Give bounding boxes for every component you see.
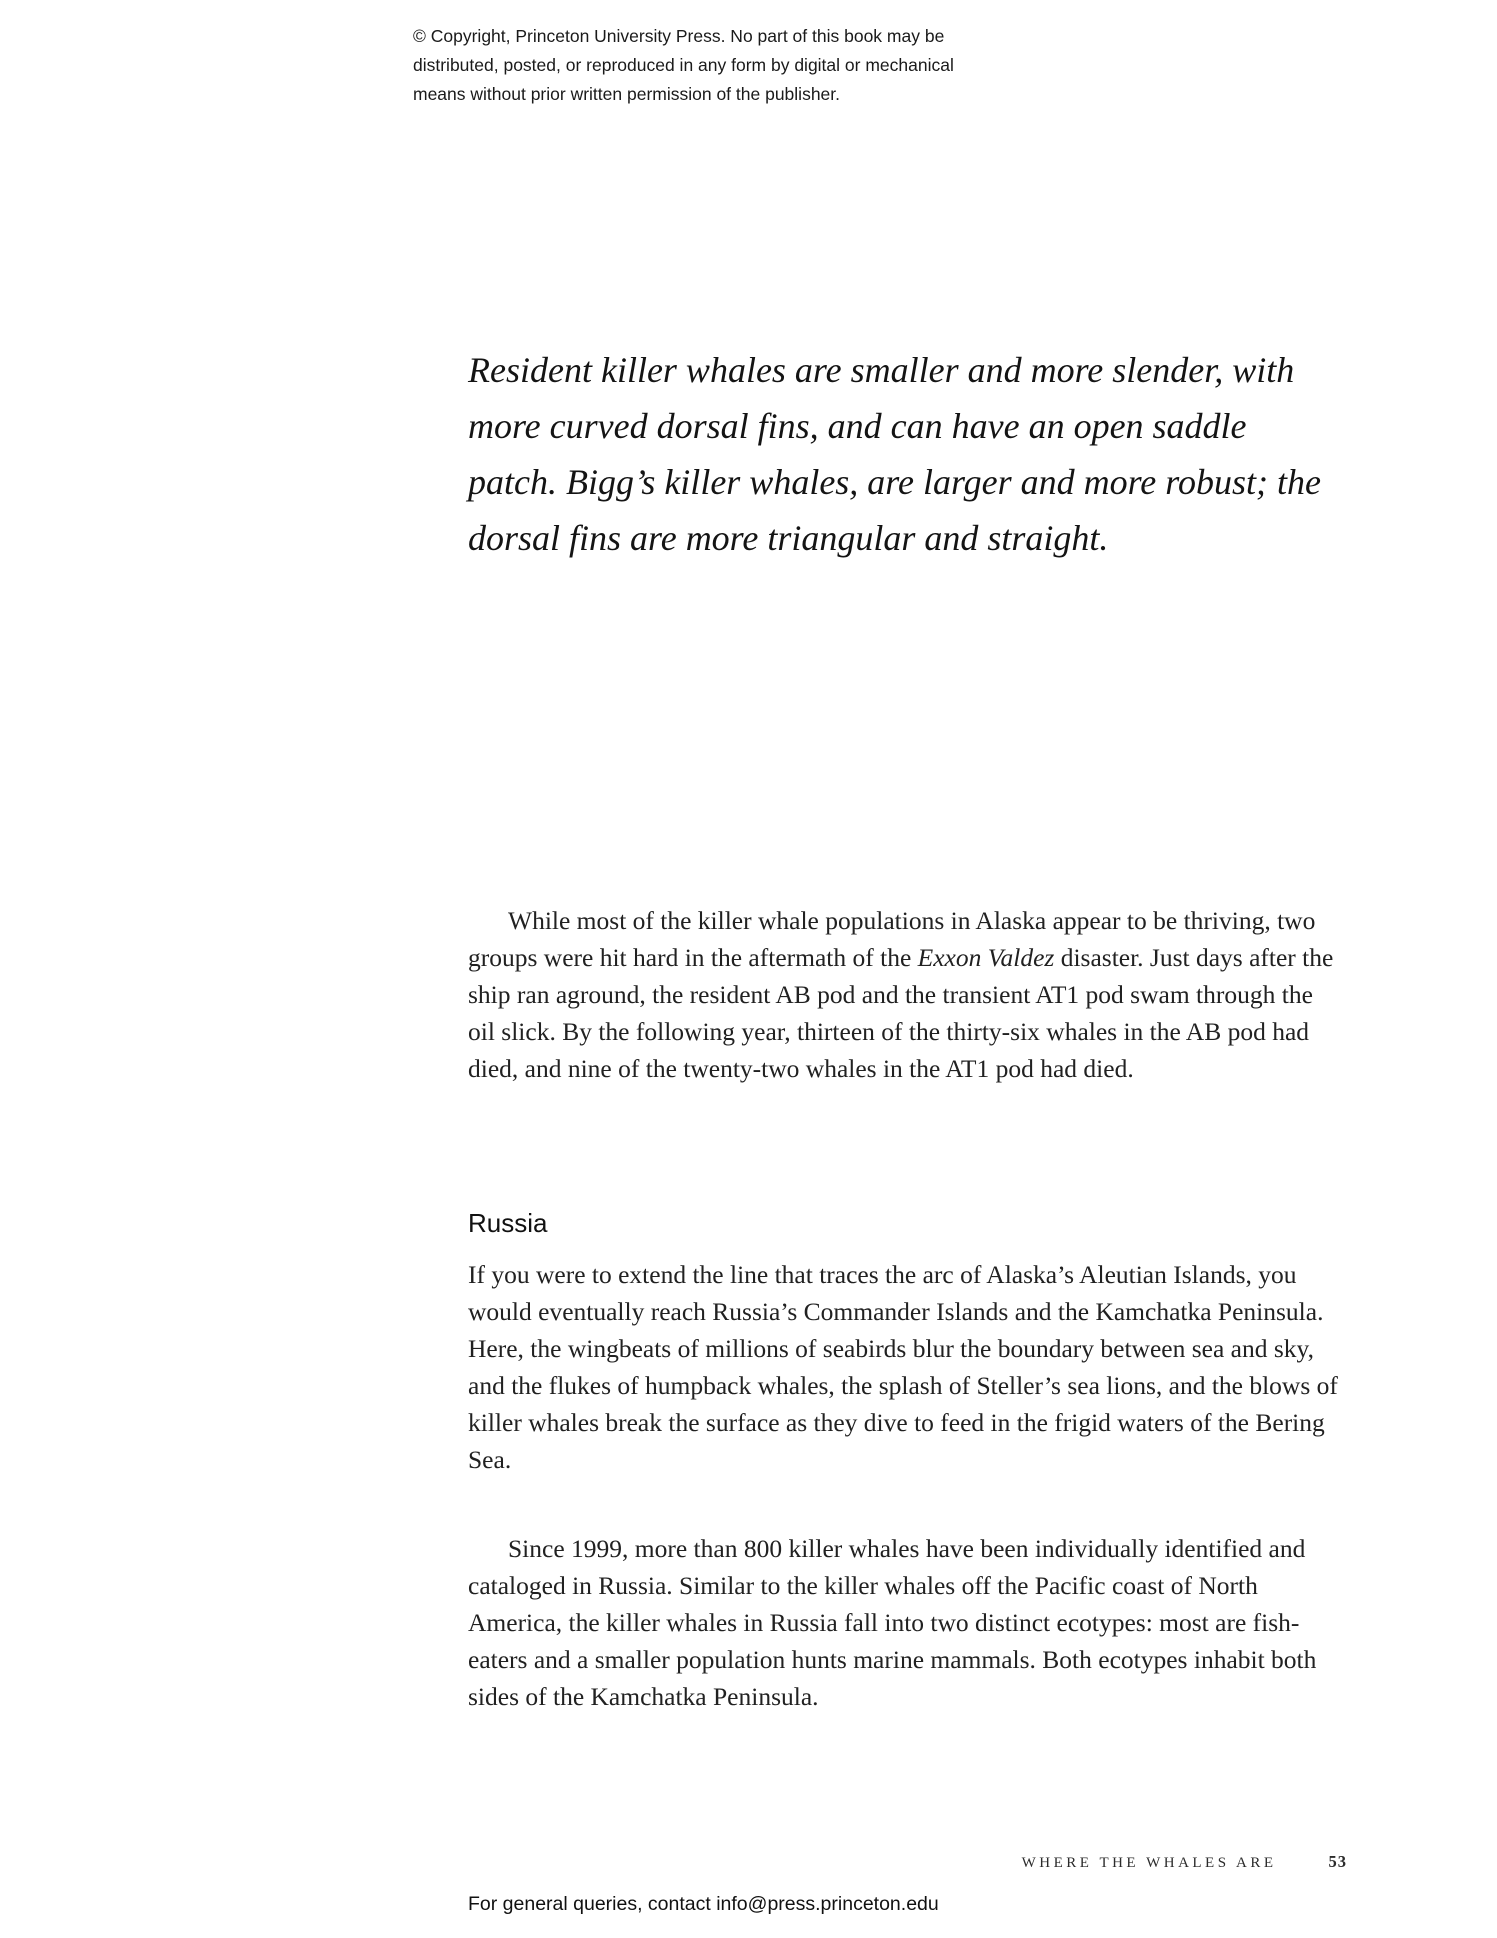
page-footer [1022,1852,1347,1872]
page-number: 53 [1328,1852,1347,1871]
section-heading-russia: Russia [468,1208,548,1238]
copyright-line: distributed, posted, or reproduced in any form by digital or mechanical [413,55,954,75]
copyright-line: means without prior written permission of the publisher. [413,84,841,104]
paragraph-russia-census: Since 1999, more than 800 killer whales have been individually identified and cataloged in Russia. Similar to the killer whales off the Pacific coast of North America, the killer whales in Russia fall into two distinct ecotypes: most are fish-eaters and a smaller population hunts marine mammals. Both ecotypes inhabit both sides of the Kamchatka Peninsula. [468,1534,1317,1711]
copyright-line: © Copyright, Princeton University Press. No part of this book may be [413,26,945,46]
running-head: WHERE THE WHALES ARE [1021,1855,1277,1871]
paragraph-exxon-valdez: While most of the killer whale populations in Alaska appear to be thriving, two groups were hit hard in the aftermath of the Exxon Valdez disaster. Just days after the ship ran aground, the resident AB pod and the transient AT1 pod swam through the oil slick. By the following year, thirteen of the thirty-six whales in the AB pod had died, and nine of the twenty-two whales in the AT1 pod had died. [468,906,1334,1083]
copyright-notice [413,22,954,109]
queries-contact-line: For general queries, contact info@press.princeton.edu [468,1893,939,1915]
pull-quote-line: Resident killer whales are smaller and more slender, with [468,350,1295,390]
paragraph-russia-intro: If you were to extend the line that traces the arc of Alaska’s Aleutian Islands, you would eventually reach Russia’s Commander Islands and the Kamchatka Peninsula. Here, the wingbeats of millions of seabirds blur the boundary between sea and sky, and the flukes of humpback whales, the splash of Steller’s sea lions, and the blows of killer whales break the surface as they dive to feed in the frigid waters of the Bering Sea. [468,1260,1338,1474]
pull-quote-line: more curved dorsal fins, and can have an open saddle [468,406,1247,446]
pull-quote [468,342,1321,566]
pull-quote-line: dorsal fins are more triangular and straight. [468,518,1109,558]
pull-quote-line: patch. Bigg’s killer whales, are larger and more robust; the [468,462,1321,502]
